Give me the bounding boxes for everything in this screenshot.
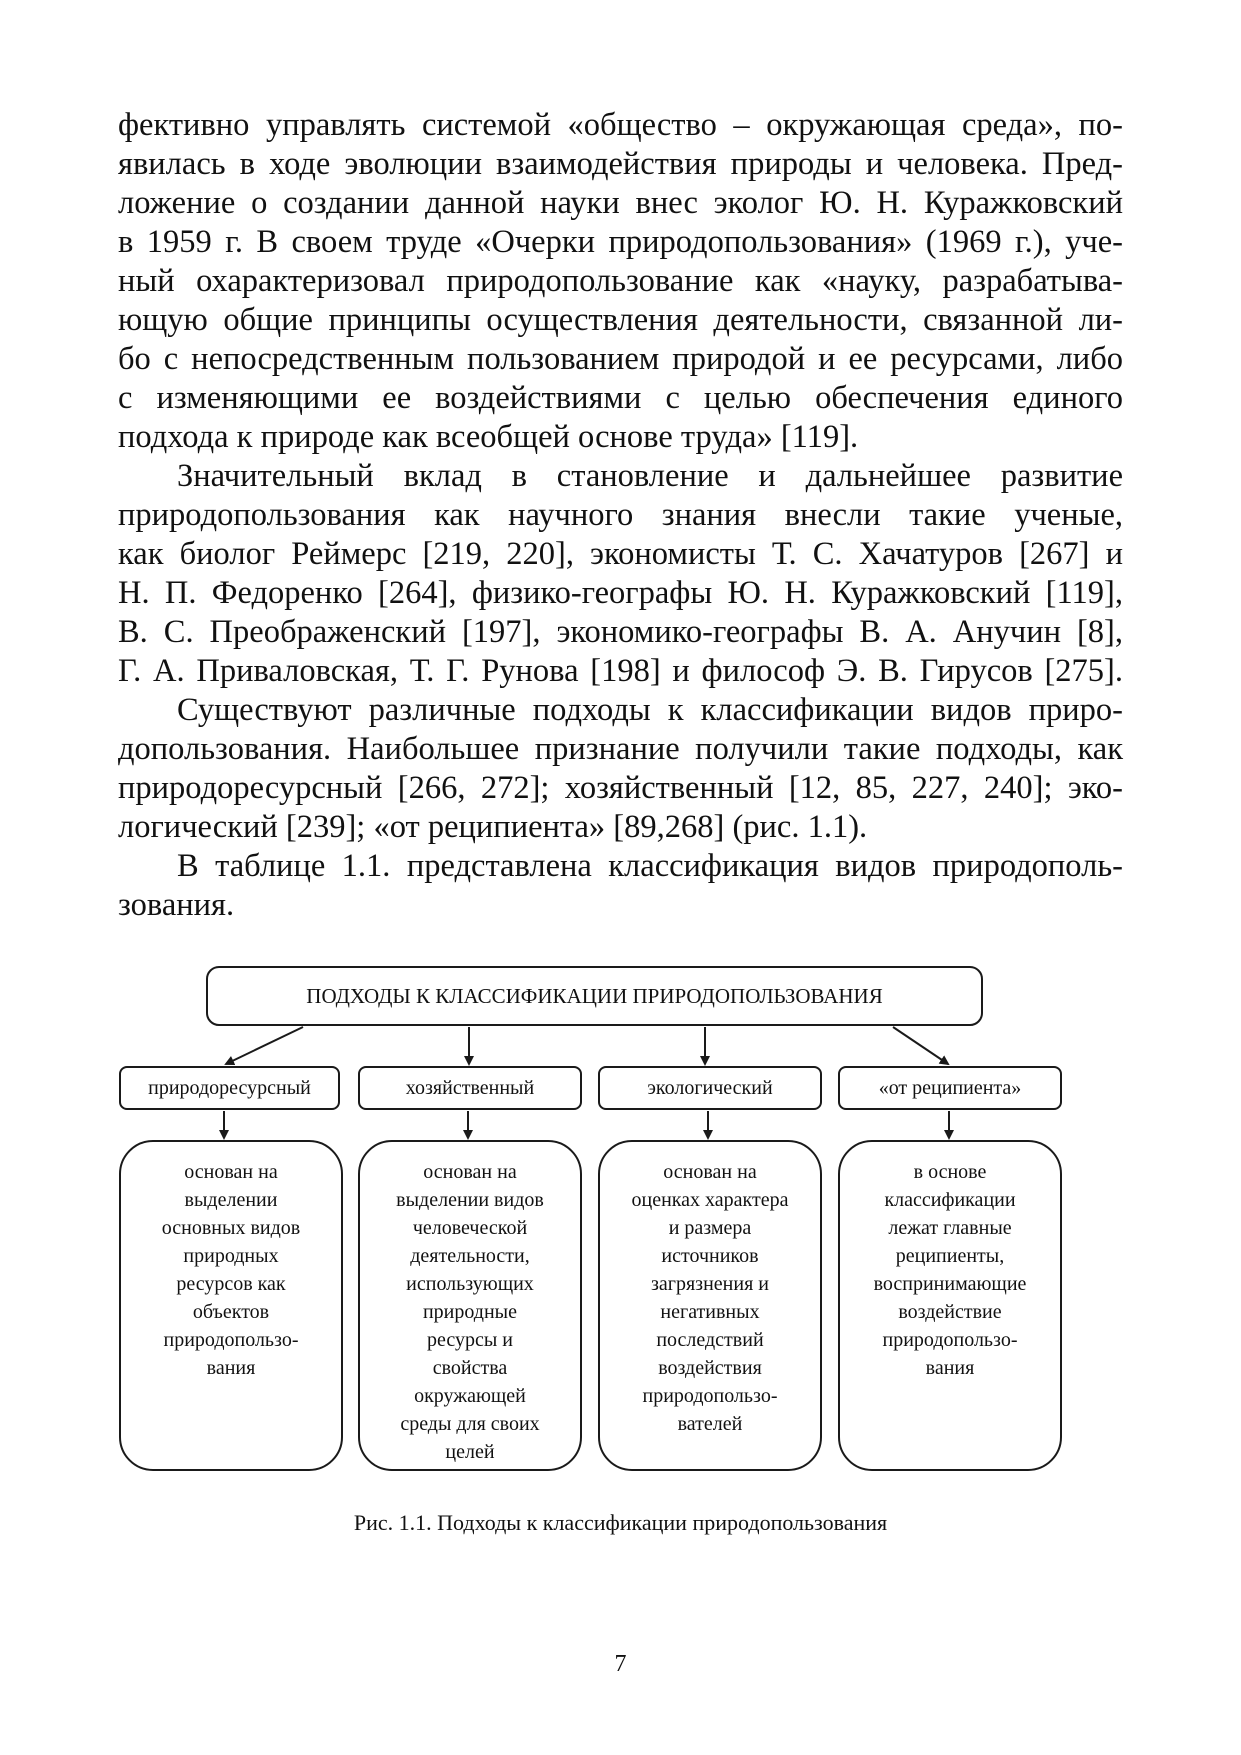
text-line: Н. П. Федоренко [264], физико-географы Ю. Н. Куражковский [119], <box>118 575 1123 611</box>
description-line: воздействия <box>658 1357 762 1379</box>
description-box-resource <box>119 1140 343 1471</box>
figure-caption: Рис. 1.1. Подходы к классификации природопользования <box>353 1510 888 1535</box>
text-line: явилась в ходе эволюции взаимодействия природы и человека. Пред- <box>118 146 1123 182</box>
text-line: ющую общие принципы осуществления деятельности, связанной ли- <box>118 302 1123 338</box>
description-line: целей <box>445 1441 495 1463</box>
text-line: допользования. Наибольшее признание получили такие подходы, как <box>118 731 1123 767</box>
connector-arrow <box>226 1027 303 1064</box>
description-line: окружающей <box>414 1385 526 1407</box>
description-line: источников <box>661 1245 759 1267</box>
description-line: выделении <box>184 1189 278 1211</box>
description-line: и размера <box>668 1217 752 1239</box>
description-line: свойства <box>432 1357 508 1379</box>
description-line: основных видов <box>161 1217 301 1239</box>
description-line: воздействие <box>898 1301 1002 1323</box>
description-line: оценках характера <box>631 1189 789 1211</box>
description-text <box>396 1158 544 1466</box>
description-text <box>631 1158 788 1438</box>
text-line: фективно управлять системой «общество – окружающая среда», по- <box>118 107 1123 143</box>
description-text <box>162 1158 300 1382</box>
description-box-economic <box>358 1140 582 1471</box>
category-box-resource: природоресурсный <box>119 1066 340 1110</box>
description-line: лежат главные <box>888 1217 1012 1239</box>
description-line: реципиенты, <box>895 1245 1005 1267</box>
description-line: природных <box>183 1245 279 1267</box>
description-line: ресурсов как <box>176 1273 286 1295</box>
text-line: ложение о создании данной науки внес эколог Ю. Н. Куражковский <box>118 185 1123 221</box>
connector-arrow <box>893 1027 948 1064</box>
description-line: ресурсы и <box>426 1329 513 1351</box>
description-line: основан на <box>663 1161 757 1183</box>
text-line: Значительный вклад в становление и дальнейшее развитие <box>177 458 1123 494</box>
category-box-ecological: экологический <box>598 1066 822 1110</box>
description-line: выделении видов <box>396 1189 544 1211</box>
description-line: воспринимающие <box>873 1273 1027 1295</box>
text-line: в 1959 г. В своем труде «Очерки природопользования» (1969 г.), уче- <box>118 224 1123 260</box>
text-line: Существуют различные подходы к классификации видов приро- <box>177 692 1123 728</box>
page-number: 7 <box>614 1651 627 1677</box>
description-line: использующих <box>406 1273 534 1295</box>
text-line: ный охарактеризовал природопользование как «науку, разрабатыва- <box>118 263 1123 299</box>
description-text <box>874 1158 1027 1382</box>
description-line: последствий <box>656 1329 764 1351</box>
description-line: вания <box>206 1357 256 1379</box>
description-line: классификации <box>884 1189 1016 1211</box>
description-line: деятельности, <box>410 1245 530 1267</box>
text-line: бо с непосредственным пользованием природой и ее ресурсами, либо <box>118 341 1123 377</box>
description-line: природопользо- <box>642 1385 778 1407</box>
description-line: вателей <box>677 1413 743 1435</box>
description-line: природопользо- <box>163 1329 299 1351</box>
description-line: объектов <box>192 1301 270 1323</box>
description-box-ecological <box>598 1140 822 1471</box>
text-line: Г. А. Приваловская, Т. Г. Рунова [198] и философ Э. В. Гирусов [275]. <box>118 653 1123 689</box>
description-line: вания <box>925 1357 975 1379</box>
description-line: в основе <box>913 1161 987 1183</box>
text-line: природопользования как научного знания внесли такие ученые, <box>118 497 1123 533</box>
description-line: природопользо- <box>882 1329 1018 1351</box>
diagram-root-box: ПОДХОДЫ К КЛАССИФИКАЦИИ ПРИРОДОПОЛЬЗОВАНИЯ <box>206 966 983 1026</box>
description-line: основан на <box>423 1161 517 1183</box>
description-box-recipient <box>838 1140 1062 1471</box>
description-line: негативных <box>660 1301 760 1323</box>
description-line: среды для своих <box>400 1413 540 1435</box>
text-line: природоресурсный [266, 272]; хозяйственный [12, 85, 227, 240]; эко- <box>118 770 1123 806</box>
category-box-economic: хозяйственный <box>358 1066 582 1110</box>
text-line: с изменяющими ее воздействиями с целью обеспечения единого <box>118 380 1123 416</box>
description-line: загрязнения и <box>651 1273 769 1295</box>
text-line: как биолог Реймерс [219, 220], экономисты Т. С. Хачатуров [267] и <box>118 536 1123 572</box>
description-line: человеческой <box>412 1217 528 1239</box>
text-line: В таблице 1.1. представлена классификация видов природополь- <box>177 848 1123 884</box>
description-line: природные <box>422 1301 517 1323</box>
text-line: зования. <box>118 887 235 923</box>
text-line: логический [239]; «от реципиента» [89,268] (рис. 1.1). <box>118 809 868 845</box>
text-line: подхода к природе как всеобщей основе труда» [119]. <box>118 419 859 455</box>
text-line: В. С. Преображенский [197], экономико-географы В. А. Анучин [8], <box>118 614 1123 650</box>
category-box-recipient: «от реципиента» <box>838 1066 1062 1110</box>
description-line: основан на <box>184 1161 278 1183</box>
